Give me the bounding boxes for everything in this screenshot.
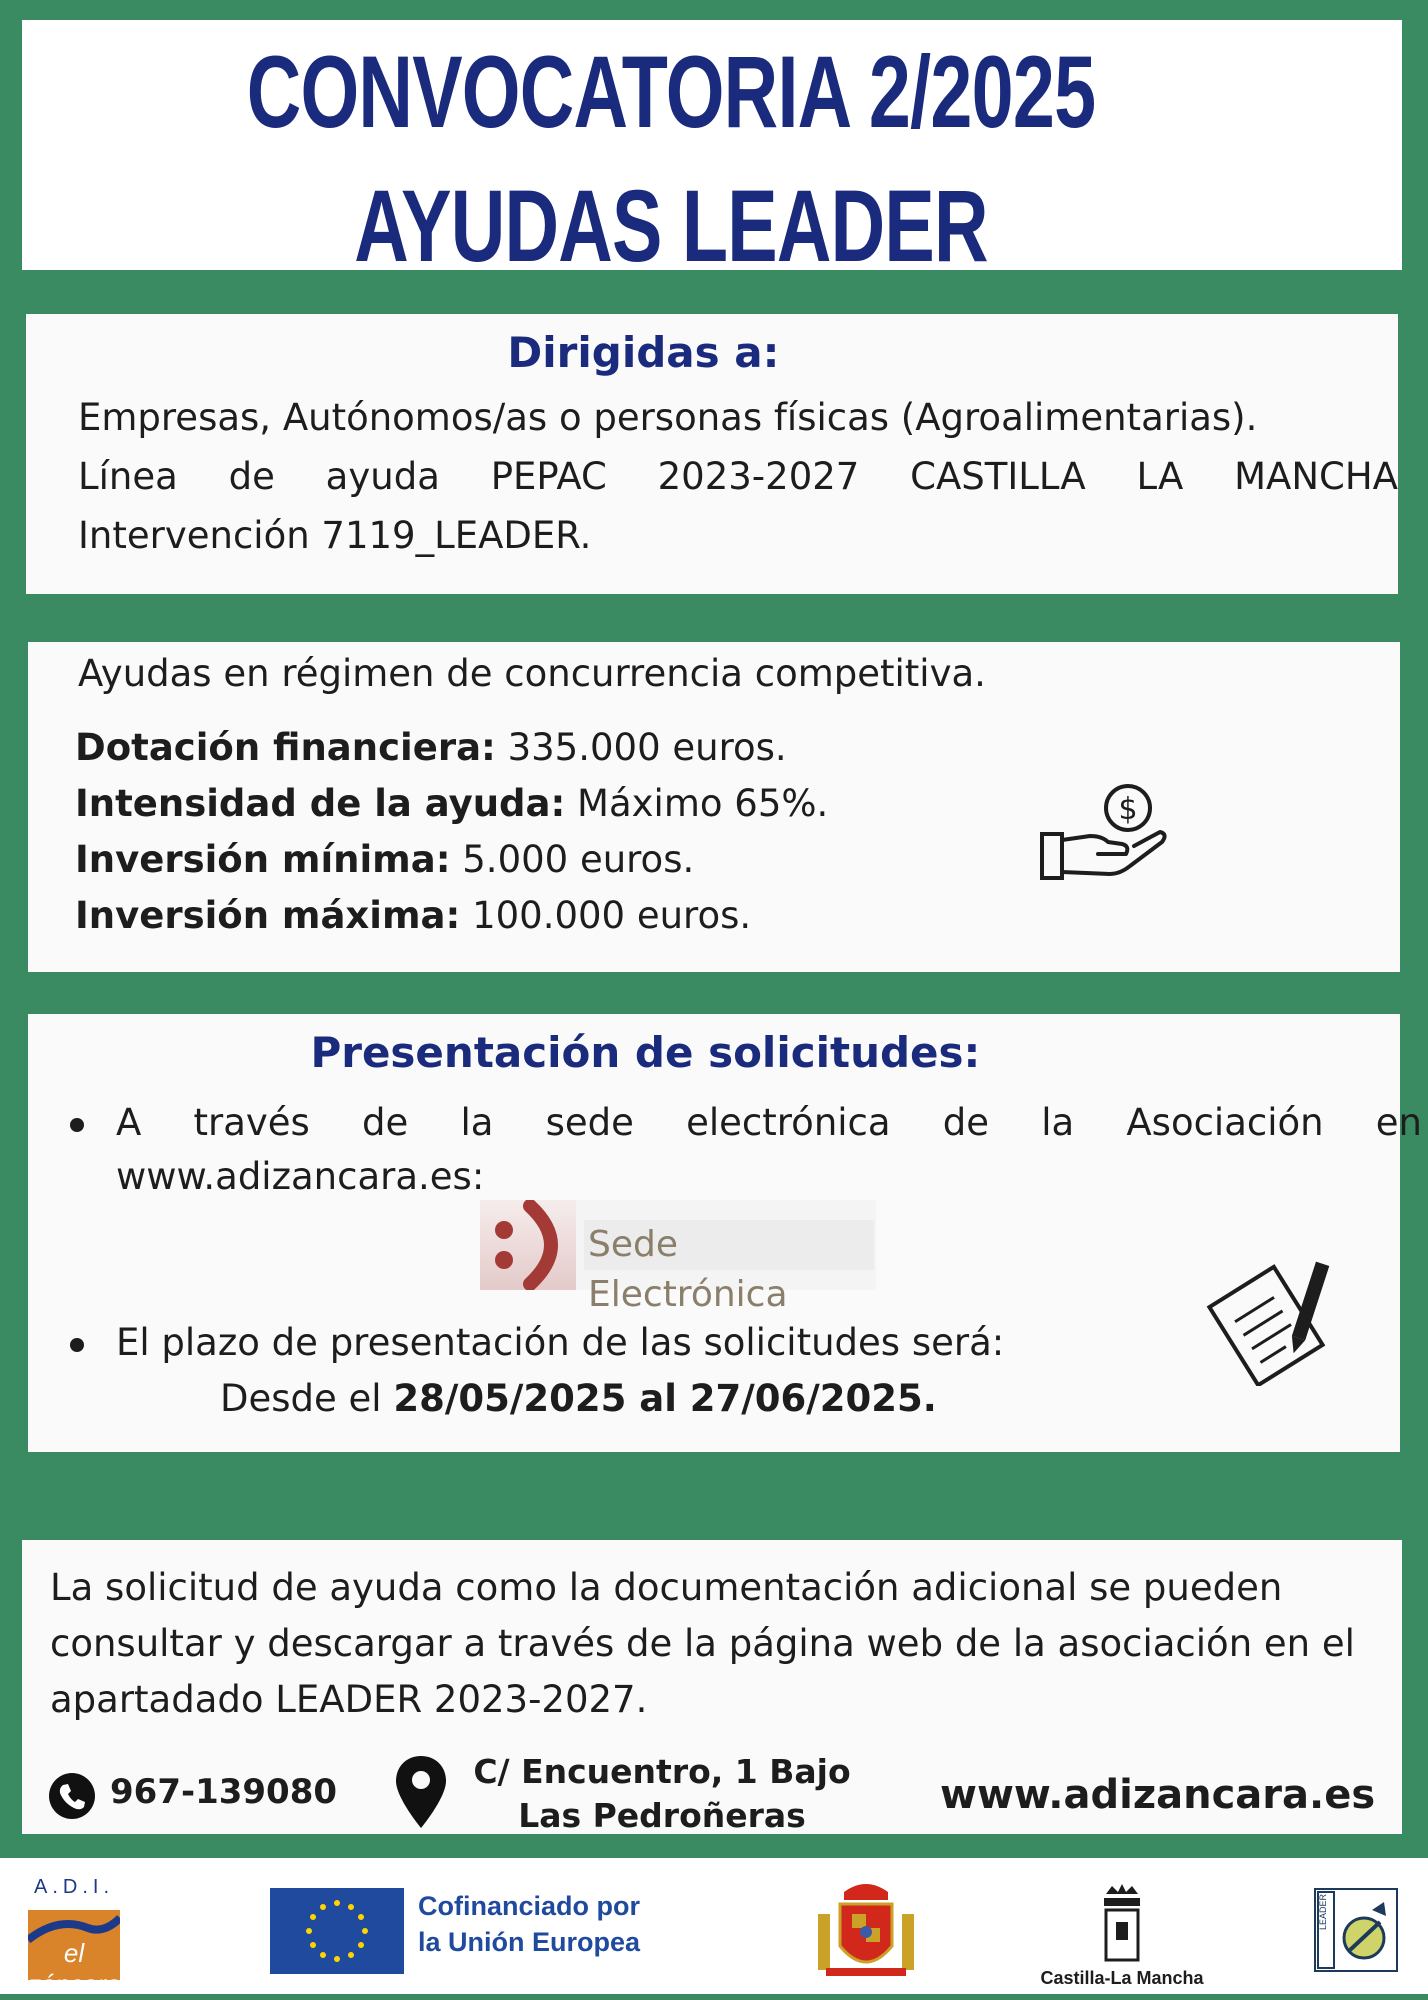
castilla-la-mancha-logo	[1040, 1884, 1204, 1988]
info-row-inversion-minima	[75, 838, 694, 881]
info-row-inversion-maxima	[75, 894, 751, 937]
eu-flag-icon	[270, 1888, 404, 1974]
info-value: 100.000 euros.	[460, 894, 752, 937]
ayudas-panel	[28, 642, 1400, 972]
document-pen-icon	[1206, 1256, 1336, 1386]
eu-text-line-1: Cofinanciado por	[418, 1891, 640, 1921]
title-panel	[22, 20, 1402, 283]
dirigidas-line-3: Intervención 7119_LEADER.	[78, 514, 592, 557]
info-row-dotacion	[75, 726, 787, 769]
adi-logo-name: el záncara	[28, 1938, 121, 1999]
hand-money-icon	[1038, 782, 1170, 894]
contact-description: La solicitud de ayuda como la documentación adicional se pueden consultar y descargar a través de la página web de la asociación en el apartadado LEADER 2023-2027.	[50, 1566, 1355, 1721]
adi-zancara-logo	[24, 1876, 124, 1999]
dirigidas-line-1: Empresas, Autónomos/as o personas físicas (Agroalimentarias).	[78, 396, 1258, 439]
info-value: 335.000 euros.	[495, 726, 787, 769]
leader-logo	[1314, 1888, 1398, 1972]
bullet-1	[70, 1118, 84, 1132]
plazo-prefix: Desde el	[220, 1377, 394, 1420]
svg-text:$: $	[1118, 792, 1138, 827]
clm-logo-text: Castilla-La Mancha	[1040, 1968, 1204, 1988]
bullet-1-line-1: A través de la sede electrónica de la Asociación en	[116, 1101, 1422, 1144]
ayudas-intro: Ayudas en régimen de concurrencia competitiva.	[78, 652, 986, 695]
phone-icon	[48, 1772, 96, 1820]
title-line-1: CONVOCATORIA 2/2025	[246, 35, 1095, 149]
contact-panel	[22, 1540, 1402, 1834]
info-label: Intensidad de la ayuda:	[75, 782, 566, 825]
address-line-2: Las Pedroñeras	[518, 1796, 806, 1835]
info-label: Inversión mínima:	[75, 838, 451, 881]
eu-text-line-2: la Unión Europea	[418, 1927, 641, 1957]
info-value: Máximo 65%.	[565, 782, 829, 825]
sede-electronica-label: Sede Electrónica	[584, 1220, 874, 1270]
eu-cofinanciado-text	[418, 1888, 640, 1960]
bullet-2-line-1: El plazo de presentación de las solicitudes será:	[116, 1321, 1005, 1364]
bullet-2-line-2	[220, 1372, 937, 1426]
sede-electronica-logo[interactable]	[480, 1200, 876, 1315]
plazo-dates: 28/05/2025 al 27/06/2025.	[393, 1377, 937, 1420]
castle-crown-icon	[1098, 1884, 1146, 1964]
dirigidas-body	[78, 388, 1398, 565]
title-line-2: AYUDAS LEADER	[353, 169, 988, 283]
smiley-icon	[480, 1200, 576, 1290]
presentacion-panel	[28, 1014, 1422, 1452]
spain-coat-of-arms-icon	[812, 1874, 920, 1982]
phone-number[interactable]: 967-139080	[110, 1772, 338, 1812]
dirigidas-heading: Dirigidas a:	[507, 328, 780, 377]
info-row-intensidad	[75, 782, 828, 825]
website-link[interactable]: www.adizancara.es	[940, 1772, 1376, 1818]
dirigidas-panel	[26, 314, 1398, 594]
location-pin-icon	[394, 1754, 448, 1830]
leader-logo-text: LEADER	[1318, 1893, 1328, 1930]
dirigidas-line-2: Línea de ayuda PEPAC 2023-2027 CASTILLA LA MANCHA	[78, 455, 1398, 498]
info-label: Dotación financiera:	[75, 726, 496, 769]
bullet-1-line-2[interactable]: www.adizancara.es:	[116, 1155, 485, 1198]
info-label: Inversión máxima:	[75, 894, 461, 937]
info-value: 5.000 euros.	[450, 838, 695, 881]
logo-bar	[0, 1858, 1428, 1999]
presentacion-heading: Presentación de solicitudes:	[310, 1028, 981, 1077]
address-line-1: C/ Encuentro, 1 Bajo	[473, 1752, 851, 1791]
bullet-2	[70, 1338, 84, 1352]
adi-logo-letters: A.D.I.	[33, 1876, 114, 1898]
